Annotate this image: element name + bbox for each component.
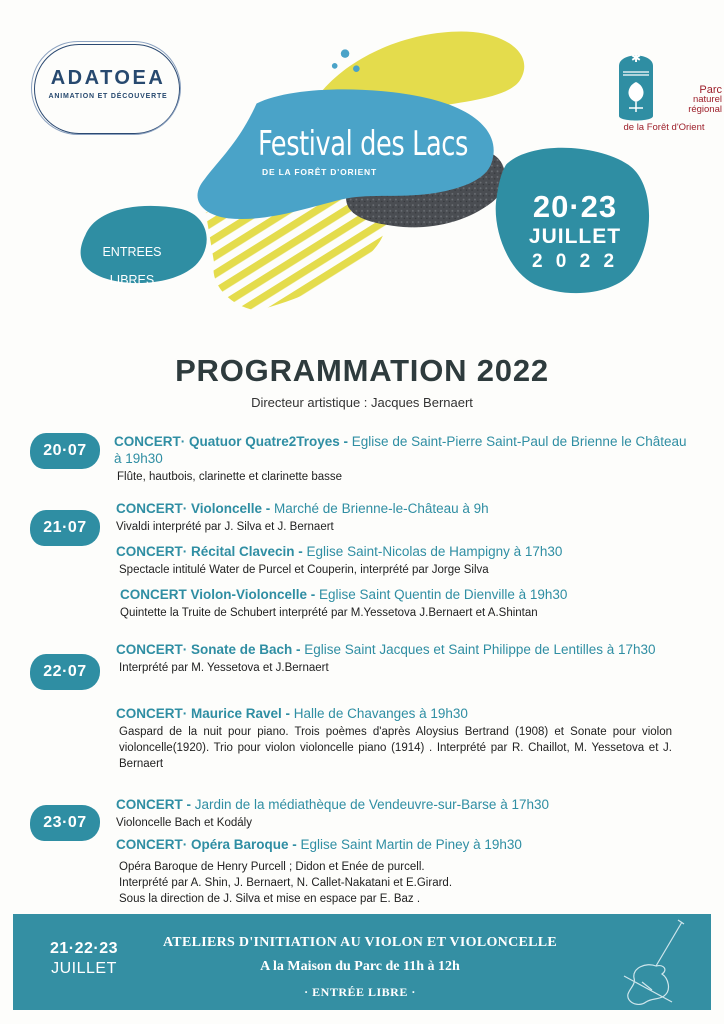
event-description: Gaspard de la nuit pour piano. Trois poèmes d'après Aloysius Bertrand (1908) et Sonate pour violon violoncelle(1920). Trio pour violon violoncelle piano (1914) . Interprété par R. Chaillot, M. Yessetova et J. Bernaert — [119, 726, 672, 770]
dates-month: JUILLET — [528, 225, 622, 248]
event-venue: Jardin de la médiathèque de Vendeuvre-sur-Barse à 17h30 — [191, 797, 549, 812]
svg-text:✱: ✱ — [630, 51, 642, 65]
day-badge-20-07: 20·07 — [30, 433, 100, 469]
event-venue: Eglise Saint Jacques et Saint Philippe de Lentilles à 17h30 — [300, 642, 656, 657]
event-title: · Sonate de Bach - — [182, 642, 301, 657]
event-title: - — [182, 797, 191, 812]
event-title: · Récital Clavecin - — [182, 544, 303, 559]
dates-year: 2 0 2 2 — [531, 251, 619, 272]
festival-dates — [505, 190, 645, 274]
event-title: · Opéra Baroque - — [182, 837, 297, 852]
cello-icon — [612, 916, 702, 1008]
event-item — [116, 641, 676, 676]
event-type: CONCERT — [116, 544, 183, 559]
event-venue: Halle de Chavanges à 19h30 — [290, 706, 468, 721]
event-description: Interprété par M. Yessetova et J.Bernaert — [119, 662, 329, 674]
event-title: · Maurice Ravel - — [182, 706, 291, 721]
event-venue: Eglise Saint-Nicolas de Hampigny à 17h30 — [302, 544, 563, 559]
event-type: CONCERT — [114, 434, 181, 449]
entrance-line2: LIBRES — [109, 273, 155, 287]
event-heading — [116, 641, 676, 658]
artistic-director: Directeur artistique : Jacques Bernaert — [251, 395, 473, 410]
dates-days: 20·23 — [532, 189, 618, 224]
event-item — [116, 836, 696, 907]
event-venue: Marché de Brienne-le-Château à 9h — [270, 501, 489, 516]
event-heading — [116, 543, 696, 560]
event-item — [114, 433, 694, 485]
dot — [353, 65, 360, 72]
event-description: Opéra Baroque de Henry Purcell ; Didon et Enée de purcell. — [119, 861, 425, 873]
workshop-title: ATELIERS D'INITIATION AU VIOLON ET VIOLONCELLE — [162, 935, 558, 950]
event-description: Quintette la Truite de Schubert interprété par M.Yessetova J.Bernaert et A.Shintan — [120, 607, 538, 619]
workshop-dates — [24, 940, 144, 978]
logo-name: ADATOEA — [50, 67, 166, 89]
event-heading — [114, 433, 694, 467]
parc-naturel-icon — [613, 46, 659, 124]
event-type: CONCERT — [116, 501, 183, 516]
day-badge-21-07: 21·07 — [30, 510, 100, 546]
event-heading — [116, 836, 696, 853]
parc-line1: Parc — [699, 84, 722, 96]
event-type: CONCERT — [116, 706, 183, 721]
day-badge-22-07: 22·07 — [30, 654, 100, 690]
entrance-line1: ENTREES — [102, 245, 162, 259]
parc-line3: régional — [688, 104, 722, 115]
parc-naturel-text — [656, 85, 722, 115]
event-description: Interprété par A. Shin, J. Bernaert, N. Callet-Nakatani et E.Girard. — [119, 877, 453, 889]
event-venue: Eglise Saint Martin de Piney à 19h30 — [296, 837, 522, 852]
parc-line4: de la Forêt d'Orient — [623, 122, 705, 133]
logo-subtitle: ANIMATION ET DÉCOUVERTE — [48, 93, 168, 100]
workshop-month: JUILLET — [51, 960, 117, 977]
event-description: Vivaldi interprété par J. Silva et J. Bernaert — [116, 521, 334, 533]
day-badge-23-07: 23·07 — [30, 805, 100, 841]
dot — [341, 49, 349, 57]
workshop-entrance: · ENTRÉE LIBRE · — [304, 985, 416, 999]
festival-subtitle: DE LA FORÊT D'ORIENT — [262, 167, 377, 177]
free-entrance — [92, 238, 172, 294]
event-item — [116, 500, 696, 535]
dot — [332, 63, 338, 69]
event-venue: Eglise de Saint-Pierre Saint-Paul de Brienne le Château à 19h30 — [114, 434, 687, 466]
workshop-days: 21·22·23 — [49, 940, 119, 957]
programme-title: PROGRAMMATION 2022 — [175, 353, 549, 388]
event-venue: Eglise Saint Quentin de Dienville à 19h30 — [315, 587, 568, 602]
event-title: · Violoncelle - — [182, 501, 271, 516]
adatoea-logo — [34, 44, 180, 134]
workshop-info — [150, 933, 570, 1001]
event-type: CONCERT — [120, 587, 187, 602]
event-heading — [116, 796, 696, 813]
event-title: · Quatuor Quatre2Troyes - — [180, 434, 349, 449]
event-heading — [116, 500, 696, 517]
event-description: Sous la direction de J. Silva et mise en espace par E. Baz . — [119, 893, 421, 905]
event-description: Spectacle intitulé Water de Purcel et Couperin, interprété par Jorge Silva — [119, 564, 489, 576]
parc-line2: naturel — [692, 94, 722, 105]
event-description: Violoncelle Bach et Kodály — [116, 817, 252, 829]
workshop-location: A la Maison du Parc de 11h à 12h — [260, 959, 460, 974]
event-description: Flûte, hautbois, clarinette et clarinette basse — [117, 471, 343, 483]
event-item — [116, 796, 696, 831]
event-item — [116, 705, 672, 772]
event-type: CONCERT — [116, 837, 183, 852]
festival-title: Festival des Lacs — [258, 124, 468, 164]
event-item — [120, 586, 700, 621]
event-type: CONCERT — [116, 797, 183, 812]
event-heading — [116, 705, 672, 722]
event-type: CONCERT — [116, 642, 183, 657]
event-title: Violon-Violoncelle - — [186, 587, 316, 602]
event-heading — [120, 586, 700, 603]
event-item — [116, 543, 696, 578]
